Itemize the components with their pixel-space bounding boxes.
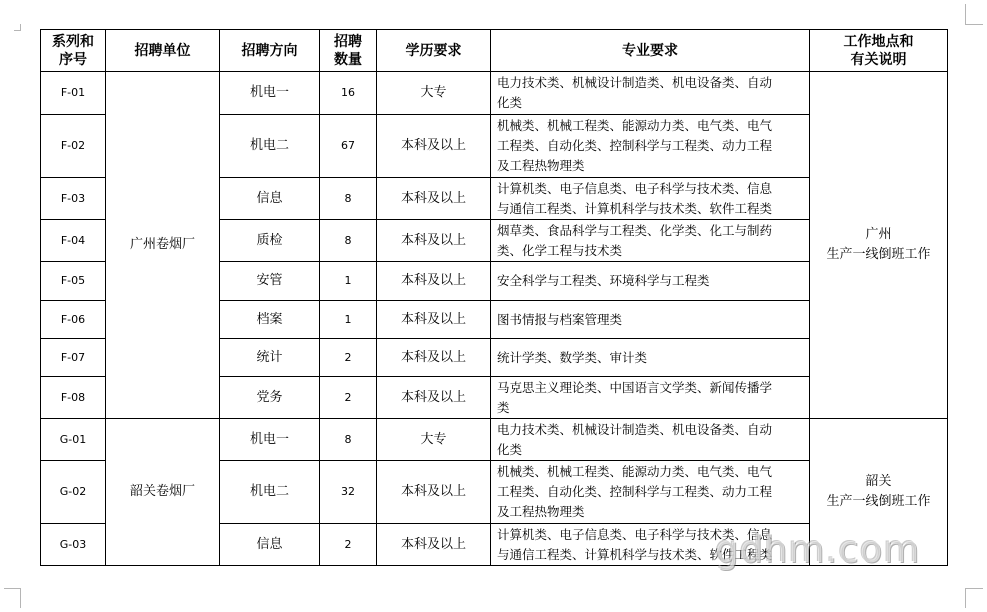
row-education: 本科及以上	[377, 115, 491, 178]
row-direction: 党务	[220, 377, 320, 419]
row-education: 本科及以上	[377, 339, 491, 377]
crop-mark	[14, 30, 21, 31]
row-direction: 机电一	[220, 419, 320, 461]
row-code: G-03	[41, 524, 106, 566]
crop-mark	[20, 588, 21, 608]
header-education: 学历要求	[377, 30, 491, 72]
table-header-row	[41, 30, 948, 72]
row-major: 机械类、机械工程类、能源动力类、电气类、电气 工程类、自动化类、控制科学与工程类、动力工程 及工程热物理类	[491, 115, 810, 178]
unit-shaoguan: 韶关卷烟厂	[106, 419, 220, 566]
row-major: 烟草类、食品科学与工程类、化学类、化工与制药 类、化学工程与技术类	[491, 220, 810, 262]
row-education: 本科及以上	[377, 178, 491, 220]
row-code: F-08	[41, 377, 106, 419]
header-major: 专业要求	[491, 30, 810, 72]
row-major: 电力技术类、机械设计制造类、机电设备类、自动 化类	[491, 419, 810, 461]
unit-guangzhou: 广州卷烟厂	[106, 72, 220, 419]
row-direction: 质检	[220, 220, 320, 262]
row-direction: 信息	[220, 524, 320, 566]
row-code: F-04	[41, 220, 106, 262]
row-code: F-06	[41, 301, 106, 339]
crop-mark	[965, 4, 966, 24]
row-code: F-07	[41, 339, 106, 377]
row-education: 大专	[377, 419, 491, 461]
row-education: 本科及以上	[377, 262, 491, 301]
location-guangzhou: 广州 生产一线倒班工作	[810, 72, 948, 419]
row-count: 8	[320, 419, 377, 461]
watermark: gdhm.com	[715, 528, 921, 571]
row-major: 安全科学与工程类、环境科学与工程类	[491, 262, 810, 301]
row-direction: 档案	[220, 301, 320, 339]
location-shaoguan: 韶关 生产一线倒班工作	[810, 419, 948, 566]
header-location: 工作地点和 有关说明	[810, 30, 948, 72]
row-major: 图书情报与档案管理类	[491, 301, 810, 339]
row-direction: 机电一	[220, 72, 320, 115]
row-code: F-02	[41, 115, 106, 178]
table-row	[41, 419, 948, 461]
row-count: 32	[320, 461, 377, 524]
row-major: 马克思主义理论类、中国语言文学类、新闻传播学 类	[491, 377, 810, 419]
crop-mark	[965, 24, 983, 25]
row-direction: 安管	[220, 262, 320, 301]
row-major: 电力技术类、机械设计制造类、机电设备类、自动 化类	[491, 72, 810, 115]
row-code: F-05	[41, 262, 106, 301]
row-direction: 统计	[220, 339, 320, 377]
row-education: 大专	[377, 72, 491, 115]
header-count: 招聘 数量	[320, 30, 377, 72]
row-count: 8	[320, 220, 377, 262]
table-row	[41, 72, 948, 115]
header-direction: 招聘方向	[220, 30, 320, 72]
row-code: G-02	[41, 461, 106, 524]
row-education: 本科及以上	[377, 220, 491, 262]
row-code: G-01	[41, 419, 106, 461]
row-count: 2	[320, 524, 377, 566]
row-count: 2	[320, 377, 377, 419]
row-code: F-01	[41, 72, 106, 115]
row-code: F-03	[41, 178, 106, 220]
header-unit: 招聘单位	[106, 30, 220, 72]
row-direction: 机电二	[220, 115, 320, 178]
row-major: 计算机类、电子信息类、电子科学与技术类、信息 与通信工程类、计算机科学与技术类、软件工程类	[491, 524, 810, 566]
crop-mark	[965, 588, 966, 608]
row-education: 本科及以上	[377, 377, 491, 419]
row-education: 本科及以上	[377, 461, 491, 524]
recruitment-table	[40, 29, 948, 566]
row-major: 计算机类、电子信息类、电子科学与技术类、信息 与通信工程类、计算机科学与技术类、软件工程类	[491, 178, 810, 220]
row-count: 1	[320, 301, 377, 339]
row-major: 统计学类、数学类、审计类	[491, 339, 810, 377]
row-direction: 信息	[220, 178, 320, 220]
header-series-no: 系列和 序号	[41, 30, 106, 72]
row-major: 机械类、机械工程类、能源动力类、电气类、电气 工程类、自动化类、控制科学与工程类、动力工程 及工程热物理类	[491, 461, 810, 524]
row-count: 1	[320, 262, 377, 301]
crop-mark	[965, 588, 983, 589]
row-count: 2	[320, 339, 377, 377]
row-count: 16	[320, 72, 377, 115]
crop-mark	[4, 588, 21, 589]
row-direction: 机电二	[220, 461, 320, 524]
row-count: 67	[320, 115, 377, 178]
row-education: 本科及以上	[377, 524, 491, 566]
row-count: 8	[320, 178, 377, 220]
row-education: 本科及以上	[377, 301, 491, 339]
